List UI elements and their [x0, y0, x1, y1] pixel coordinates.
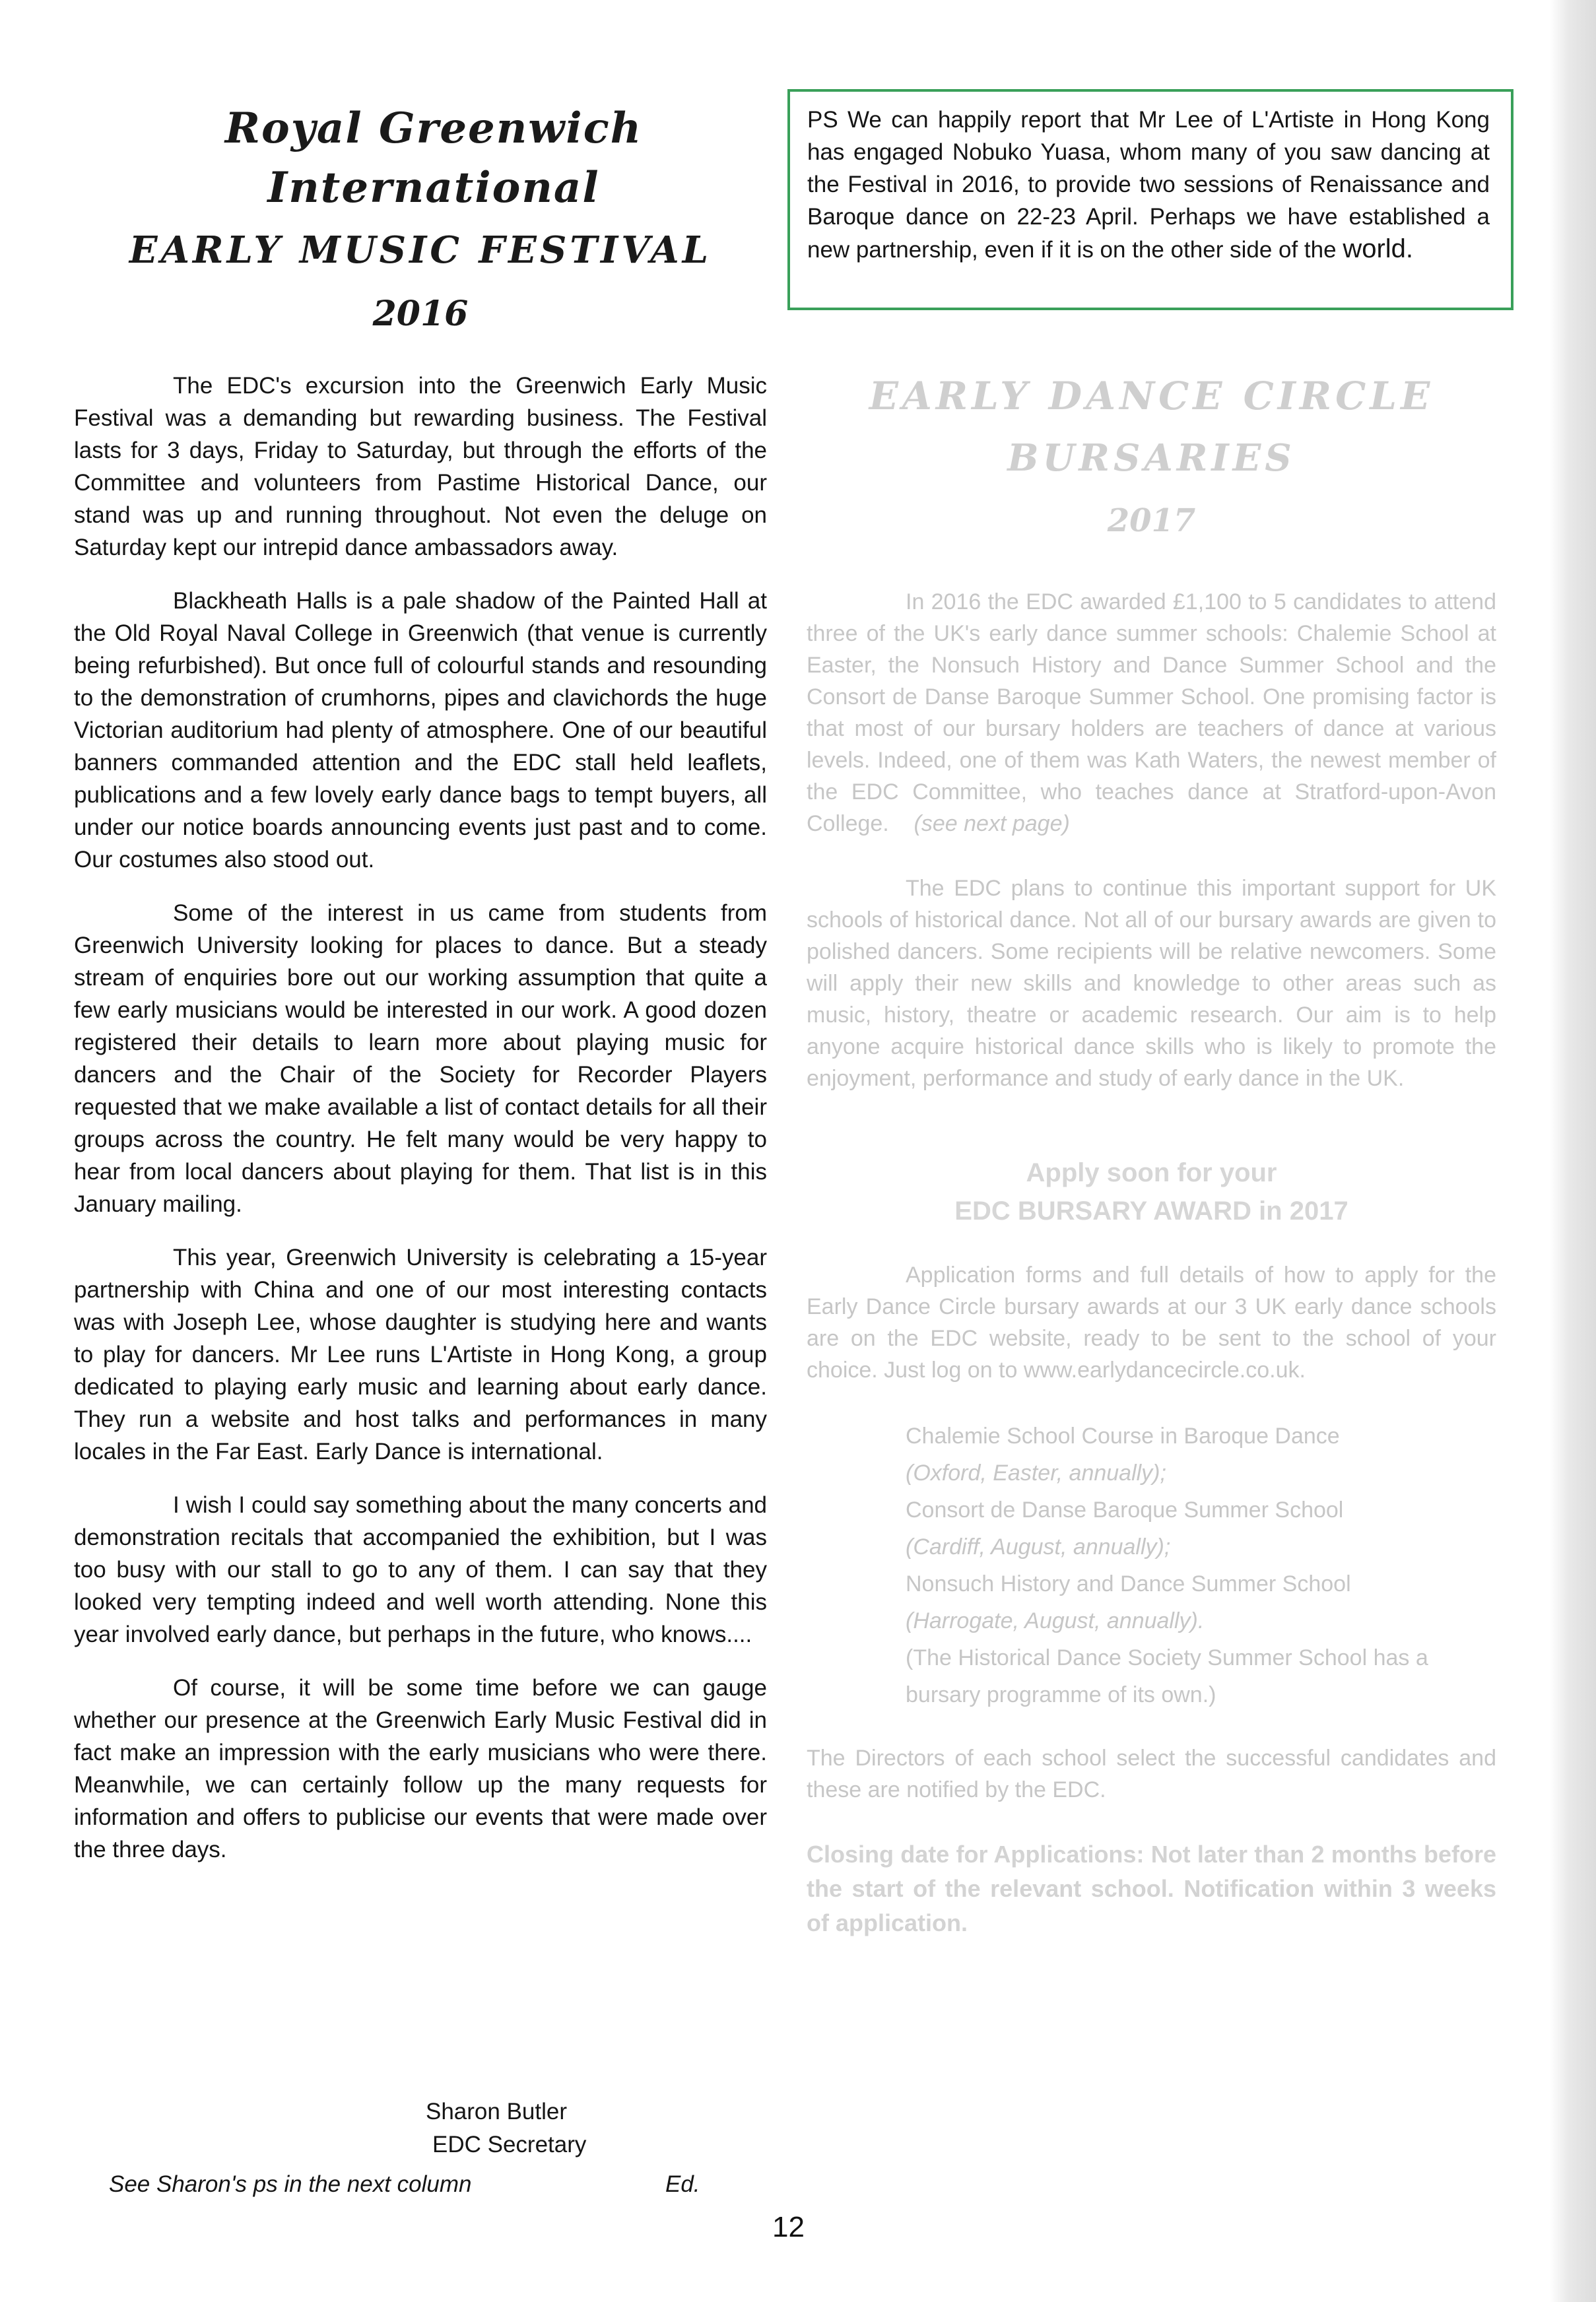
- article-paragraph: This year, Greenwich University is celebrating a 15-year partnership with China and one of our most interesting contacts was with Joseph Lee, whose daughter is studying here and wants to play for dancers. Mr Lee runs L'Artiste in Hong Kong, a group dedicated to playing early music and learning about early dance. They run a website and host talks and performances in many locales in the Far East. Early Dance is international.: [74, 1245, 767, 1464]
- signature-name: Sharon Butler: [426, 2099, 568, 2124]
- bursaries-paragraph: [807, 586, 1496, 839]
- school-name: Chalemie School Course in Baroque Dance: [906, 1424, 1340, 1449]
- bursaries-title-line2: BURSARIES: [1007, 436, 1296, 480]
- footnote-editor: Ed.: [665, 2171, 700, 2197]
- signature-role: EDC Secretary: [432, 2132, 587, 2157]
- article-title-year: 2016: [372, 294, 469, 334]
- festival-article: [74, 99, 767, 1887]
- article-paragraph: Blackheath Halls is a pale shadow of the Painted Hall at the Old Royal Naval College in Greenwich (that venue is currently being refurbished). But once full of colourful stands and resounding to the demonstration of crumhorns, pipes and clavichords the huge Victorian auditorium had plenty of atmosphere. One of our beautiful banners commanded attention and the EDC stall held leaflets, publications and a few lovely early dance bags to tempt buyers, all under our notice boards announcing events just past and to come. Our costumes also stood out.: [74, 588, 767, 872]
- article-paragraph: Some of the interest in us came from students from Greenwich University looking for places to dance. But a steady stream of enquiries bore out our working assumption that quite a few early musicians would be interested in our work. A good dozen registered their details to learn more about playing music for dancers and the Chair of the Society for Recorder Players requested that we make available a list of contact details for all their groups across the country. He felt many would be very happy to hear from local dancers about playing for them. That list is in this January mailing.: [74, 900, 767, 1217]
- bursaries-section: [807, 370, 1496, 1940]
- bursaries-title-line1: EARLY DANCE CIRCLE: [869, 374, 1434, 418]
- page-number: 12: [772, 2211, 805, 2243]
- apply-heading-line1: Apply soon for your: [1026, 1158, 1277, 1187]
- school-name: Nonsuch History and Dance Summer School: [906, 1571, 1351, 1596]
- apply-body: Application forms and full details of how to apply for the Early Dance Circle bursary awards at our 3 UK early dance schools are on the EDC website, ready to be sent to the school of your choice. Just log on to www.earlydancecircle.co.uk.: [807, 1263, 1496, 1383]
- school-detail: (Cardiff, August, annually);: [906, 1534, 1171, 1560]
- article-paragraph: I wish I could say something about the many concerts and demonstration recitals that accompanied the exhibition, but I was too busy with our stall to go to any of them. I can say that they looked very tempting indeed and well worth attending. None this year involved early dance, but perhaps in the future, who knows....: [74, 1492, 767, 1647]
- page-edge-shadow: [1550, 0, 1596, 2302]
- apply-heading-line2: EDC BURSARY AWARD in 2017: [954, 1197, 1348, 1226]
- apply-heading: [807, 1154, 1496, 1230]
- footnote: See Sharon's ps in the next column: [109, 2171, 472, 2197]
- article-paragraph: The EDC's excursion into the Greenwich Early Music Festival was a demanding but rewarding business. The Festival lasts for 3 days, Friday to Saturday, but through the efforts of the Committee and volunteers from Pastime Historical Dance, our stand was up and running throughout. Not even the deluge on Saturday kept our intrepid dance ambassadors away.: [74, 373, 767, 560]
- bursaries-paragraph: The EDC plans to continue this important support for UK schools of historical dance. Not all of our bursary awards are given to polished dancers. Some recipients will be relative newcomers. Some will apply their new skills and knowledge to other areas such as music, history, theatre or academic research. Our aim is to help anyone acquire historical dance skills who is likely to promote the enjoyment, performance and study of early dance in the UK.: [807, 876, 1496, 1091]
- article-title-line2: EARLY MUSIC FESTIVAL: [129, 228, 712, 272]
- schools-note: (The Historical Dance Society Summer School has a bursary programme of its own.): [906, 1645, 1428, 1707]
- school-name: Consort de Danse Baroque Summer School: [906, 1497, 1344, 1523]
- bursaries-paragraph-text: In 2016 the EDC awarded £1,100 to 5 candidates to attend three of the UK's early dance summer schools: Chalemie School at Easter, the Nonsuch History and Dance Summer School and the Consort de Danse Baroque Summer School. One promising factor is that most of our bursary holders are teachers of dance at various levels. Indeed, one of them was Kath Waters, the newest member of the EDC Committee, who teaches dance at Stratford-upon-Avon College.: [807, 589, 1496, 836]
- school-detail: (Oxford, Easter, annually);: [906, 1461, 1166, 1486]
- article-body: [74, 370, 767, 1866]
- directors-note: The Directors of each school select the successful candidates and these are notified by the EDC.: [807, 1746, 1496, 1802]
- ps-text: PS We can happily report that Mr Lee of L'Artiste in Hong Kong has engaged Nobuko Yuasa, whom many of you saw dancing at the Festival in 2016, to provide two sessions of Renaissance and Baroque dance on 22-23 April. Perhaps we have established a new partnership, even if it is on the other side of the: [807, 107, 1490, 263]
- bursaries-title-year: 2017: [1107, 502, 1196, 539]
- bursaries-paragraph-note: (see next page): [914, 811, 1070, 836]
- article-paragraph: Of course, it will be some time before we can gauge whether our presence at the Greenwich Early Music Festival did in fact make an impression with the early musicians who were there. Meanwhile, we can certainly follow up the many requests for information and offers to publicise our events that were made over the three days.: [74, 1675, 767, 1862]
- school-detail: (Harrogate, August, annually).: [906, 1608, 1205, 1633]
- ps-last-word: world.: [1343, 234, 1414, 263]
- ps-box: [787, 89, 1513, 310]
- schools-list: [807, 1418, 1496, 1713]
- article-title-line1: Royal Greenwich International: [224, 104, 643, 213]
- closing-date: Closing date for Applications: Not later than 2 months before the start of the relevant school. Notification within 3 weeks of application.: [807, 1841, 1496, 1936]
